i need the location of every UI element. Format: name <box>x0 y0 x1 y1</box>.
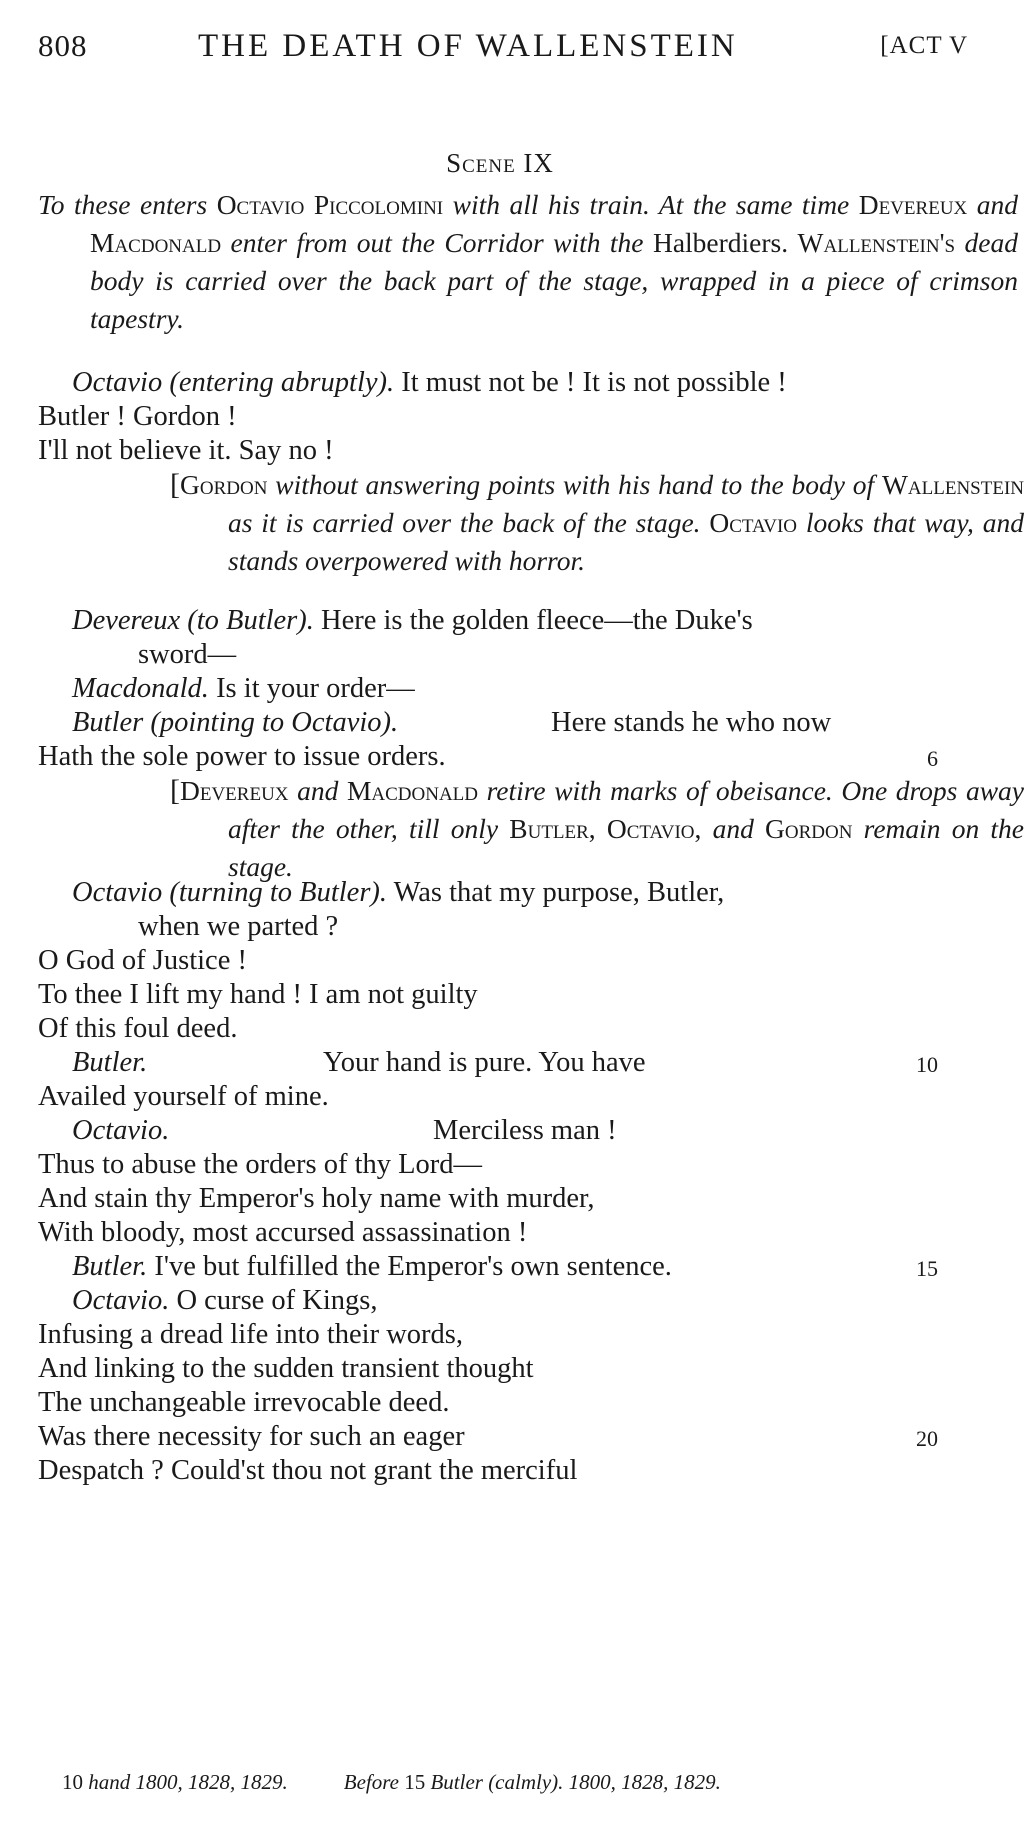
dialogue-line: Thus to abuse the orders of thy Lord— <box>38 1149 483 1180</box>
dialogue-line: Hath the sole power to issue orders. 6 <box>38 738 968 776</box>
stage-direction-opening: To these enters Octavio Piccolomini with all his train. At the same time Devereux and Macdonald enter from out the Corridor with the Halberdiers. Wallenstein's dead body is carried over the back part of the stage, wrapped in a piece of crimson tapestry. <box>38 189 1019 334</box>
dialogue-line: Of this foul deed. <box>38 1013 238 1044</box>
dialogue-line: Octavio. O curse of Kings, <box>72 1285 378 1316</box>
dialogue-line: And linking to the sudden transient thought <box>38 1353 534 1384</box>
dialogue-line: Butler (pointing to Octavio). Here stands he who now <box>72 707 832 738</box>
speaker: Octavio. <box>72 1115 170 1146</box>
stage-direction-gordon: [Gordon without answering points with his hand to the body of Wallenstein as it is carried over the back of the stage. Octavio looks that way, and stands overpowered with horror. <box>170 468 1024 576</box>
act-marker: [ACT V <box>880 32 968 59</box>
speaker: Octavio <box>72 877 163 908</box>
speaker: Macdonald. <box>72 673 209 704</box>
speaker: Butler. <box>72 1251 148 1282</box>
dialogue-line: when we parted ? <box>138 911 339 942</box>
speaker: Devereux <box>72 605 181 636</box>
dialogue-line: Despatch ? Could'st thou not grant the merciful <box>38 1455 578 1486</box>
dialogue-line: I'll not believe it. Say no ! <box>38 435 334 466</box>
line-number: 6 <box>927 746 938 771</box>
dialogue-line: And stain thy Emperor's holy name with murder, <box>38 1183 595 1214</box>
dialogue-line: Octavio (turning to Butler). Was that my purpose, Butler, <box>72 877 725 908</box>
dialogue-line: Butler. Your hand is pure. You have 10 <box>38 1044 968 1082</box>
dialogue-line: sword— <box>138 639 237 670</box>
scene-heading: Scene IX <box>446 148 554 178</box>
speaker: Octavio. <box>72 1285 170 1316</box>
dialogue-line: Infusing a dread life into their words, <box>38 1319 464 1350</box>
line-number: 10 <box>916 1052 938 1077</box>
page-number: 808 <box>38 28 88 63</box>
speaker: Butler. <box>72 1047 148 1078</box>
dialogue-line: Butler. I've but fulfilled the Emperor's own sentence. 15 <box>38 1248 968 1286</box>
footnotes: 10 hand 1800, 1828, 1829. Before 15 Butler (calmly). 1800, 1828, 1829. <box>62 1770 721 1794</box>
speaker: Butler <box>72 707 144 738</box>
dialogue-line: To thee I lift my hand ! I am not guilty <box>38 979 478 1010</box>
line-number: 20 <box>916 1426 938 1451</box>
dialogue-line: Octavio. Merciless man ! <box>72 1115 617 1146</box>
dialogue-line: The unchangeable irrevocable deed. <box>38 1387 450 1418</box>
dialogue-line: Octavio (entering abruptly). It must not be ! It is not possible ! <box>72 367 787 398</box>
line-number: 15 <box>916 1256 938 1281</box>
running-header <box>38 22 968 72</box>
dialogue-line: Availed yourself of mine. <box>38 1081 329 1112</box>
dialogue-line: Was there necessity for such an eager 20 <box>38 1418 968 1456</box>
dialogue-line: With bloody, most accursed assassination ! <box>38 1217 528 1248</box>
dialogue-line: Macdonald. Is it your order— <box>72 673 415 704</box>
footnote-ref: 10 <box>62 1770 83 1794</box>
stage-direction-exit: [Devereux and Macdonald retire with marks of obeisance. One drops away after the other, till only Butler, Octavio, and Gordon remain on the stage. <box>170 774 1024 882</box>
footnote-ref: 15 <box>398 1770 431 1794</box>
dialogue-line: Butler ! Gordon ! <box>38 401 237 432</box>
dialogue-line: Devereux (to Butler). Here is the golden fleece—the Duke's <box>72 605 753 636</box>
speaker: Octavio <box>72 367 163 398</box>
running-title: THE DEATH OF WALLENSTEIN <box>198 28 738 64</box>
dialogue-line: O God of Justice ! <box>38 945 247 976</box>
